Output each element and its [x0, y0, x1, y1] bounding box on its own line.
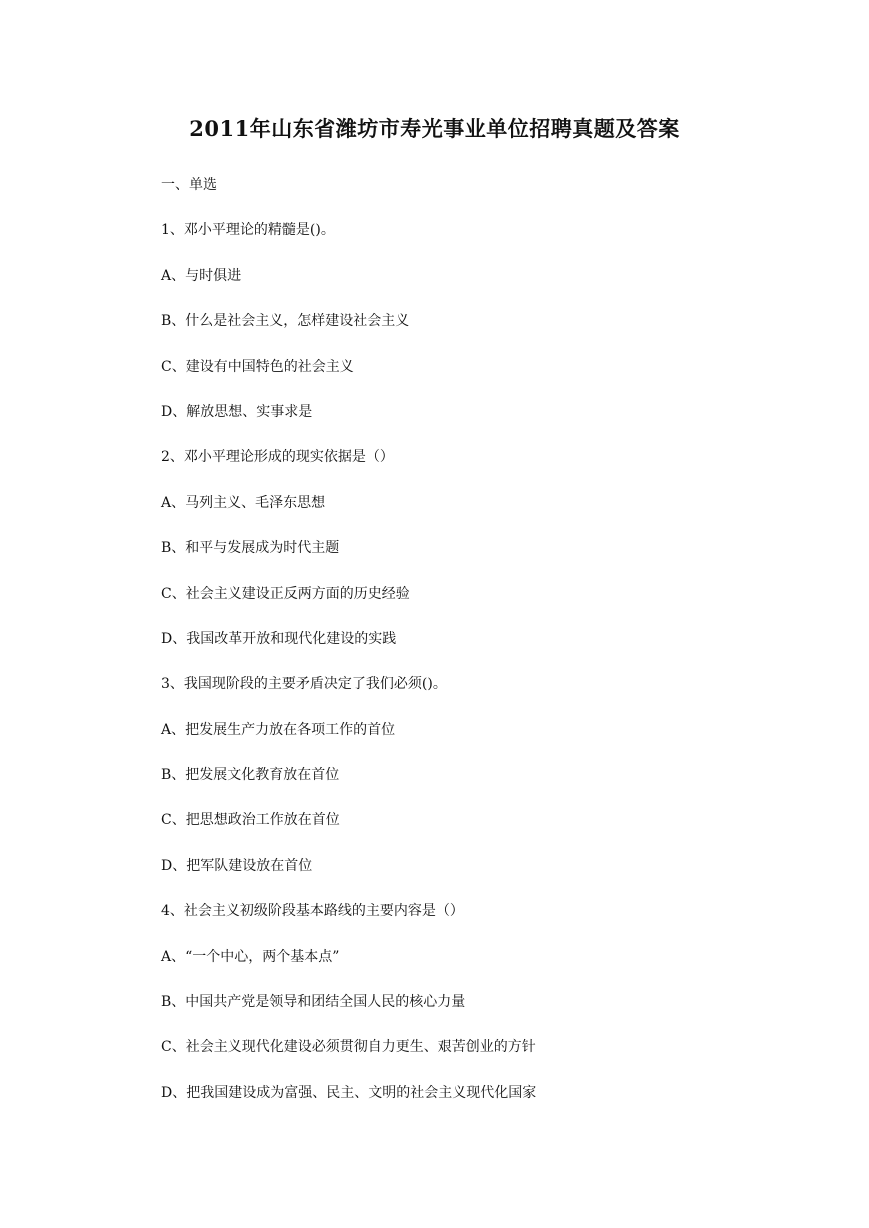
answer-option: D、解放思想、实事求是 — [161, 403, 313, 420]
answer-option: A、“一个中心，两个基本点” — [161, 948, 340, 965]
question-stem: 1、邓小平理论的精髓是()。 — [161, 222, 335, 239]
question-stem: 4、社会主义初级阶段基本路线的主要内容是（） — [161, 903, 464, 920]
answer-option: C、把思想政治工作放在首位 — [161, 812, 340, 829]
answer-option: B、中国共产党是领导和团结全国人民的核心力量 — [161, 994, 466, 1011]
answer-option: C、社会主义现代化建设必须贯彻自力更生、艰苦创业的方针 — [161, 1039, 536, 1056]
answer-option: D、把我国建设成为富强、民主、文明的社会主义现代化国家 — [161, 1084, 537, 1101]
answer-option: A、马列主义、毛泽东思想 — [161, 494, 326, 511]
answer-option: D、把军队建设放在首位 — [161, 857, 313, 874]
question-list — [161, 173, 801, 1126]
question-stem: 2、邓小平理论形成的现实依据是（） — [161, 449, 394, 466]
answer-option: B、什么是社会主义，怎样建设社会主义 — [161, 313, 410, 330]
answer-option: C、建设有中国特色的社会主义 — [161, 358, 354, 375]
answer-option: C、社会主义建设正反两方面的历史经验 — [161, 585, 410, 602]
answer-option: A、把发展生产力放在各项工作的首位 — [161, 721, 396, 738]
answer-option: B、把发展文化教育放在首位 — [161, 767, 340, 784]
answer-option: B、和平与发展成为时代主题 — [161, 540, 340, 557]
section-heading: 一、单选 — [161, 177, 217, 193]
document-title: 2011年山东省潍坊市寿光事业单位招聘真题及答案 — [189, 116, 680, 141]
answer-option: D、我国改革开放和现代化建设的实践 — [161, 630, 397, 647]
question-stem: 3、我国现阶段的主要矛盾决定了我们必须()。 — [161, 676, 447, 693]
answer-option: A、与时俱进 — [161, 267, 242, 284]
